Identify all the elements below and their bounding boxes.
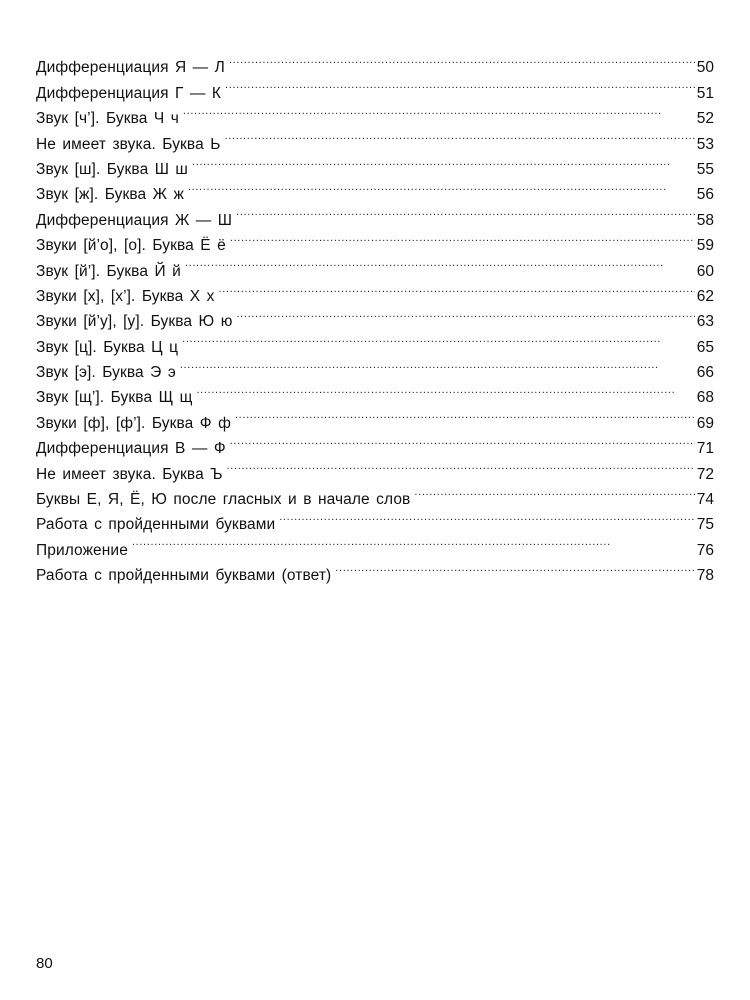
toc-entry-page: 72 <box>696 465 714 483</box>
toc-entry-page: 74 <box>696 491 714 509</box>
toc-leader-dots <box>414 479 694 504</box>
toc-entry-title: Звуки [х], [х’]. Буква Х х <box>36 287 215 305</box>
toc-leader-dots <box>180 352 695 377</box>
toc-leader-dots <box>185 250 695 275</box>
toc-entry-title: Буквы Е, Я, Ё, Ю после гласных и в начале слов <box>36 491 411 509</box>
toc-entry-page: 51 <box>696 84 714 102</box>
toc-leader-dots <box>227 453 695 478</box>
toc-entry-page: 56 <box>696 186 714 204</box>
toc-entry-page: 63 <box>696 313 714 331</box>
toc-entry-page: 69 <box>696 414 714 432</box>
toc-entry-title: Звук [ц]. Буква Ц ц <box>36 338 179 356</box>
toc-entry-page: 53 <box>696 135 714 153</box>
toc-entry-title: Работа с пройденными буквами (ответ) <box>36 567 332 585</box>
toc-entry-title: Звук [ж]. Буква Ж ж <box>36 186 184 204</box>
toc-entry-page: 78 <box>696 567 714 585</box>
toc-leader-dots <box>225 123 695 148</box>
toc-entry <box>36 529 714 559</box>
toc-leader-dots <box>183 98 695 123</box>
toc-entry-title: Работа с пройденными буквами <box>36 516 276 534</box>
toc-entry-page: 62 <box>696 287 714 305</box>
toc-entry-title: Звук [ч’]. Буква Ч ч <box>36 110 179 128</box>
toc-leader-dots <box>225 72 695 97</box>
toc-leader-dots <box>229 47 695 72</box>
toc-leader-dots <box>219 276 695 301</box>
toc-entry-title: Звук [ш]. Буква Ш ш <box>36 160 188 178</box>
toc-entry-title: Дифференциация Г — К <box>36 84 222 102</box>
toc-entry-page: 65 <box>696 338 714 356</box>
toc-entry-page: 68 <box>696 389 714 407</box>
toc-entry-page: 55 <box>696 160 714 178</box>
toc-leader-dots <box>236 301 694 326</box>
toc-entry-page: 60 <box>696 262 714 280</box>
toc-entry-page: 58 <box>696 211 714 229</box>
table-of-contents <box>36 47 714 585</box>
toc-entry-title: Звуки [й’о], [о]. Буква Ё ё <box>36 237 226 255</box>
toc-leader-dots <box>188 174 695 199</box>
toc-leader-dots <box>192 149 695 174</box>
toc-leader-dots <box>132 529 695 554</box>
toc-entry-title: Звук [э]. Буква Э э <box>36 364 176 382</box>
toc-entry <box>36 555 714 585</box>
toc-entry-page: 50 <box>696 59 714 77</box>
toc-leader-dots <box>182 326 695 351</box>
toc-entry-title: Дифференциация Ж — Ш <box>36 211 233 229</box>
toc-leader-dots <box>230 225 695 250</box>
toc-entry-title: Не имеет звука. Буква Ъ <box>36 465 223 483</box>
toc-entry-title: Приложение <box>36 541 128 559</box>
toc-entry-page: 52 <box>696 110 714 128</box>
toc-entry-title: Дифференциация В — Ф <box>36 440 226 458</box>
toc-leader-dots <box>335 555 694 580</box>
toc-leader-dots <box>235 402 695 427</box>
page-number: 80 <box>36 955 53 972</box>
toc-entry-page: 76 <box>696 541 714 559</box>
toc-leader-dots <box>236 199 695 224</box>
toc-entry-title: Звуки [й’у], [у]. Буква Ю ю <box>36 313 233 331</box>
toc-leader-dots <box>230 428 695 453</box>
toc-entry-title: Не имеет звука. Буква Ь <box>36 135 221 153</box>
toc-entry-title: Звуки [ф], [ф’]. Буква Ф ф <box>36 414 231 432</box>
toc-entry-title: Дифференциация Я — Л <box>36 59 225 77</box>
toc-entry-title: Звук [й’]. Буква Й й <box>36 262 181 280</box>
toc-entry-page: 59 <box>696 237 714 255</box>
toc-leader-dots <box>279 504 695 529</box>
toc-entry-page: 71 <box>696 440 714 458</box>
toc-entry-page: 75 <box>696 516 714 534</box>
toc-entry-title: Звук [щ’]. Буква Щ щ <box>36 389 193 407</box>
toc-entry-page: 66 <box>696 364 714 382</box>
toc-entry <box>36 47 714 77</box>
toc-leader-dots <box>196 377 694 402</box>
